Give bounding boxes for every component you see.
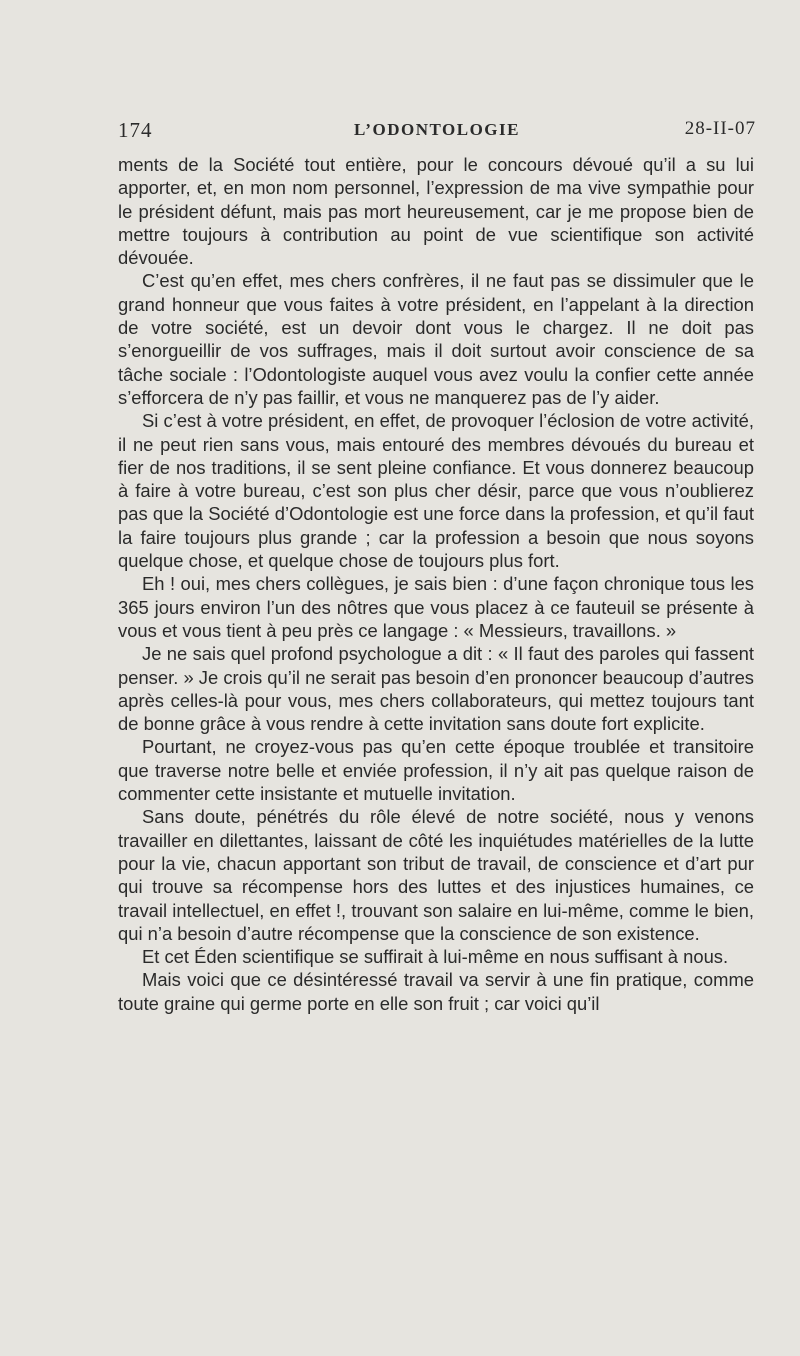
paragraph: Pourtant, ne croyez-vous pas qu’en cette époque troublée et transitoire que traverse notre belle et enviée profession, il n’y ait pas quelque raison de commenter cette insistante et mutuelle invitation.: [118, 736, 754, 805]
body-text: [118, 153, 754, 1015]
journal-title: L’ODONTOLOGIE: [354, 120, 520, 139]
running-header: [118, 118, 756, 148]
paragraph: ments de la Société tout entière, pour le concours dévoué qu’il a su lui apporter, et, en mon nom personnel, l’expression de ma vive sympathie pour le président défunt, mais pas mort heureusement, car je me propose bien de mettre toujours à contribution au point de vue scientifique son activité dévouée.: [118, 154, 754, 269]
paragraph: Et cet Éden scientifique se suffirait à lui-même en nous suffisant à nous.: [142, 946, 729, 968]
page-number: 174: [118, 118, 153, 142]
paragraph: Si c’est à votre président, en effet, de provoquer l’éclosion de votre activité, il ne peut rien sans vous, mais entouré des membres dévoués du bureau et fier de nos traditions, il se sent pleine confiance. Et vous donnerez beaucoup à faire à votre bureau, c’est son plus cher désir, parce que vous n’oublierez pas que la Société d’Odontologie est une force dans la profession, et qu’il faut la faire toujours plus grande ; car la profession a besoin que nous soyons quelque chose, et quelque chose de toujours plus fort.: [118, 410, 754, 572]
paragraph: C’est qu’en effet, mes chers confrères, il ne faut pas se dissimuler que le grand honneur que vous faites à votre président, en l’appelant à la direction de votre société, est un devoir dont vous le chargez. Il ne doit pas s’enorgueillir de vos suffrages, mais il doit surtout avoir conscience de sa tâche sociale : l’Odontologiste auquel vous avez voulu la confier cette année s’efforcera de n’y pas faillir, et vous ne manquerez pas de l’y aider.: [118, 270, 754, 408]
paragraph: Sans doute, pénétrés du rôle élevé de notre société, nous y venons travailler en dilettantes, laissant de côté les inquiétudes matérielles de la lutte pour la vie, chacun apportant son tribut de travail, de conscience et d’art pur qui trouve sa récompense hors des luttes et des injustices humaines, ce travail intellectuel, en effet !, trouvant son salaire en lui-même, comme le bien, qui n’a besoin d’autre récompense que la conscience de son existence.: [118, 806, 754, 944]
paragraph: Eh ! oui, mes chers collègues, je sais bien : d’une façon chronique tous les 365 jours environ l’un des nôtres que vous placez à ce fauteuil se présente à vous et vous tient à peu près ce langage : « Messieurs, travaillons. »: [118, 573, 754, 641]
paragraph: Mais voici que ce désintéressé travail va servir à une fin pratique, comme toute graine qui germe porte en elle son fruit ; car voici qu’il: [118, 969, 754, 1014]
issue-date: 28-II-07: [684, 118, 756, 139]
paragraph: Je ne sais quel profond psychologue a dit : « Il faut des paroles qui fassent penser. » Je crois qu’il ne serait pas besoin d’en prononcer beaucoup d’autres après celles-là pour vous, mes chers collaborateurs, qui mettez toujours tant de bonne grâce à vous rendre à cette invitation sans doute fort explicite.: [118, 643, 754, 735]
